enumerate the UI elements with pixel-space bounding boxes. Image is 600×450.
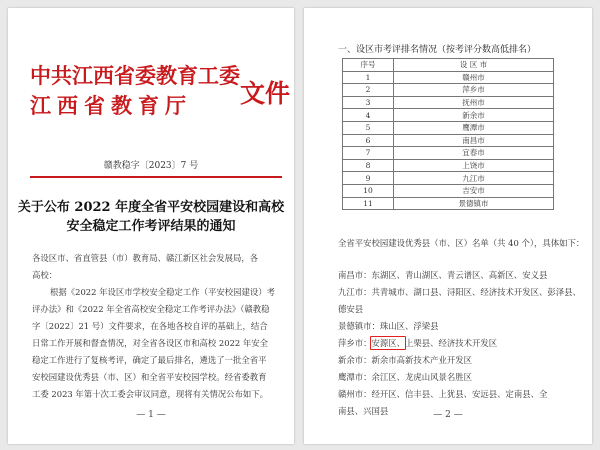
rank-cell: 4	[343, 109, 394, 122]
city-cell: 南昌市	[394, 134, 554, 147]
table-row	[343, 134, 554, 147]
rank-cell: 9	[343, 172, 394, 185]
highlight-box	[370, 336, 406, 350]
table-header-cell: 设 区 市	[394, 59, 554, 72]
notice-title-line-1: 关于公布 2022 年度全省平安校园建设和高校	[17, 200, 285, 215]
table-row	[343, 96, 554, 109]
body-line: 南县、兴国县	[338, 406, 389, 416]
body-line: 评办法》和《2022 年全省高校安全稳定工作考评办法》（赣教稳	[32, 304, 270, 314]
document-page-2	[304, 8, 592, 444]
body-line: 工委 2023 年第十次工委会审议同意，现将有关情况公布如下。	[32, 389, 269, 399]
table-row	[343, 197, 554, 210]
table-header-cell: 序号	[343, 59, 394, 72]
body-line: 安校园建设优秀县（市、区）和全省平安校园学校。经省委教育	[32, 372, 267, 382]
document-number: 赣教稳字〔2023〕7 号	[103, 161, 199, 171]
table-row	[343, 71, 554, 84]
city-cell: 景德镇市	[394, 197, 554, 210]
city-cell: 新余市	[394, 109, 554, 122]
rank-cell: 10	[343, 184, 394, 197]
rank-cell: 2	[343, 84, 394, 97]
red-divider	[30, 176, 282, 178]
notice-title-line-2: 安全稳定工作考评结果的通知	[66, 219, 236, 234]
city-cell: 鹰潭市	[394, 121, 554, 134]
body-line: 鹰潭市：余江区、龙虎山风景名胜区	[338, 372, 472, 382]
body-line: 全省平安校园建设优秀县（市、区）名单（共 40 个），具体如下：	[338, 238, 585, 248]
city-cell: 萍乡市	[394, 84, 554, 97]
city-cell: 上饶市	[394, 159, 554, 172]
table-row	[343, 147, 554, 160]
table-row	[343, 121, 554, 134]
header-line-1: 中共江西省委教育工委	[30, 63, 240, 88]
body-line: 稳定工作进行了复核考评，确定了最后排名，遴选了一批全省平	[32, 355, 267, 365]
document-page-1	[8, 8, 294, 444]
body-line: 字〔2022〕21 号）文件要求，在各地各校自评的基础上，结合	[32, 321, 268, 331]
city-cell: 宜春市	[394, 147, 554, 160]
city-cell: 赣州市	[394, 71, 554, 84]
header-wenjian: 文件	[240, 79, 291, 108]
body-line: 九江市：共青城市、湖口县、浔阳区、经济技术开发区、彭泽县、	[338, 287, 581, 297]
table-header-row	[343, 59, 554, 72]
rank-cell: 5	[343, 121, 394, 134]
rank-cell: 1	[343, 71, 394, 84]
body-line: 萍乡市：安源区、上栗县、经济技术开发区	[338, 338, 498, 348]
city-cell: 九江市	[394, 172, 554, 185]
table-row	[343, 184, 554, 197]
rank-cell: 3	[343, 96, 394, 109]
page-number: — 2 —	[433, 410, 463, 420]
city-cell: 吉安市	[394, 184, 554, 197]
body-line: 赣州市：经开区、信丰县、上犹县、安远县、定南县、全	[338, 389, 548, 399]
page-number: — 1 —	[136, 410, 166, 420]
body-line: 日常工作开展和督查情况，对全省各设区市和高校 2022 年安全	[32, 338, 269, 348]
ranking-table	[342, 58, 554, 210]
rank-cell: 7	[343, 147, 394, 160]
rank-cell: 11	[343, 197, 394, 210]
body-line: 南昌市：东湖区、青山湖区、青云谱区、高新区、安义县	[338, 270, 548, 280]
table-row	[343, 109, 554, 122]
header-line-2: 江西省教育厅	[30, 93, 192, 118]
body-line: 德安县	[338, 304, 364, 314]
table-row	[343, 172, 554, 185]
table-row	[343, 159, 554, 172]
body-line: 景德镇市：珠山区、浮梁县	[338, 321, 439, 331]
section-title: 一、设区市考评排名情况（按考评分数高低排名）	[338, 45, 537, 55]
rank-cell: 8	[343, 159, 394, 172]
rank-cell: 6	[343, 134, 394, 147]
table-row	[343, 84, 554, 97]
body-line: 高校：	[32, 270, 58, 280]
body-line: 根据《2022 年设区市学校安全稳定工作（平安校园建设）考	[50, 287, 275, 297]
body-line: 新余市：新余市高新技术产业开发区	[338, 355, 472, 365]
body-line: 各设区市、省直管县（市）教育局、赣江新区社会发展局，各	[32, 253, 259, 263]
city-cell: 抚州市	[394, 96, 554, 109]
